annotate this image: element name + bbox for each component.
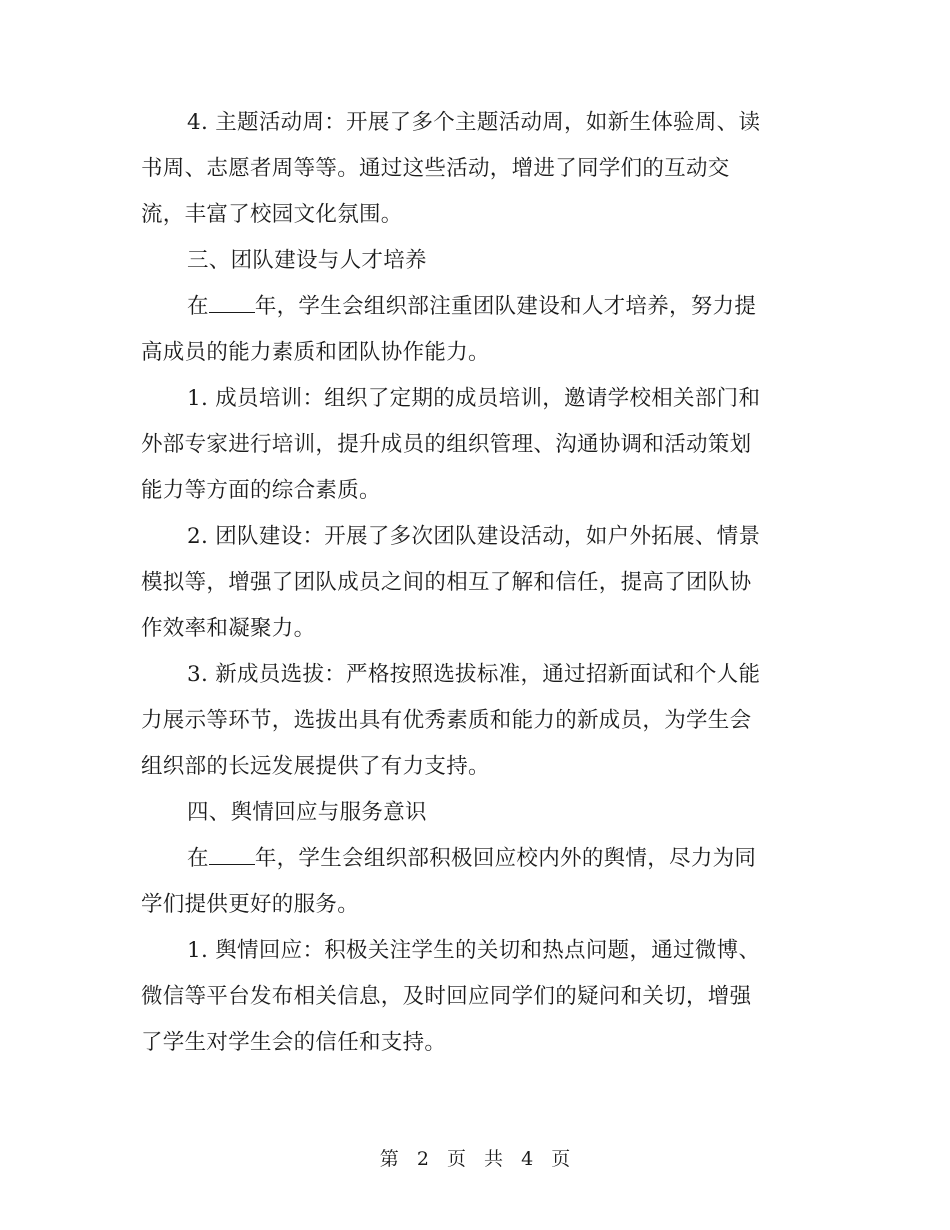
section-heading: 四、舆情回应与服务意识 (187, 800, 427, 825)
paragraph-line (141, 284, 813, 330)
paragraph-line: 学们提供更好的服务。 (141, 892, 360, 917)
paragraph-line: 流，丰富了校园文化氛围。 (141, 202, 403, 227)
paragraph-line: 书周、志愿者周等等。通过这些活动，增进了同学们的互动交 (141, 156, 730, 181)
paragraph-line: 4. 主题活动周：开展了多个主题活动周，如新生体验周、读 (187, 110, 761, 135)
paragraph-text: 年，学生会组织部注重团队建设和人才培养，努力提 (254, 294, 757, 319)
paragraph-line: 3. 新成员选拔：严格按照选拔标准，通过招新面试和个人能 (187, 662, 761, 687)
footer-label-di: 第 (379, 1148, 399, 1170)
paragraph-line: 了学生对学生会的信任和支持。 (141, 1030, 447, 1055)
footer-page-current: 2 (416, 1148, 429, 1170)
paragraph-line: 作效率和凝聚力。 (141, 616, 316, 641)
footer-label-ye: 页 (446, 1148, 466, 1170)
paragraph-line (141, 836, 813, 882)
paragraph-line: 1. 舆情回应：积极关注学生的关切和热点问题，通过微博、 (187, 938, 761, 963)
document-body (141, 100, 813, 1066)
paragraph-text: 年，学生会组织部积极回应校内外的舆情，尽力为同 (254, 846, 757, 871)
paragraph-line: 力展示等环节，选拔出具有优秀素质和能力的新成员，为学生会 (141, 708, 752, 733)
section-heading: 三、团队建设与人才培养 (187, 248, 427, 273)
blank-underline (209, 863, 255, 865)
paragraph-line: 1. 成员培训：组织了定期的成员培训，邀请学校相关部门和 (187, 386, 761, 411)
paragraph-line: 2. 团队建设：开展了多次团队建设活动，如户外拓展、情景 (187, 524, 761, 549)
paragraph-line: 组织部的长远发展提供了有力支持。 (141, 754, 490, 779)
year-prefix: 在 (187, 846, 209, 871)
paragraph-line: 能力等方面的综合素质。 (141, 478, 381, 503)
footer-page-total: 4 (521, 1148, 534, 1170)
paragraph-line: 外部专家进行培训，提升成员的组织管理、沟通协调和活动策划 (141, 432, 752, 457)
footer-label-ye2: 页 (551, 1148, 571, 1170)
blank-underline (209, 311, 255, 313)
year-prefix: 在 (187, 294, 209, 319)
paragraph-line: 高成员的能力素质和团队协作能力。 (141, 340, 490, 365)
footer-label-gong: 共 (484, 1148, 504, 1170)
page-footer (0, 1144, 950, 1174)
paragraph-line: 微信等平台发布相关信息，及时回应同学们的疑问和关切，增强 (141, 984, 752, 1009)
paragraph-line: 模拟等，增强了团队成员之间的相互了解和信任，提高了团队协 (141, 570, 752, 595)
